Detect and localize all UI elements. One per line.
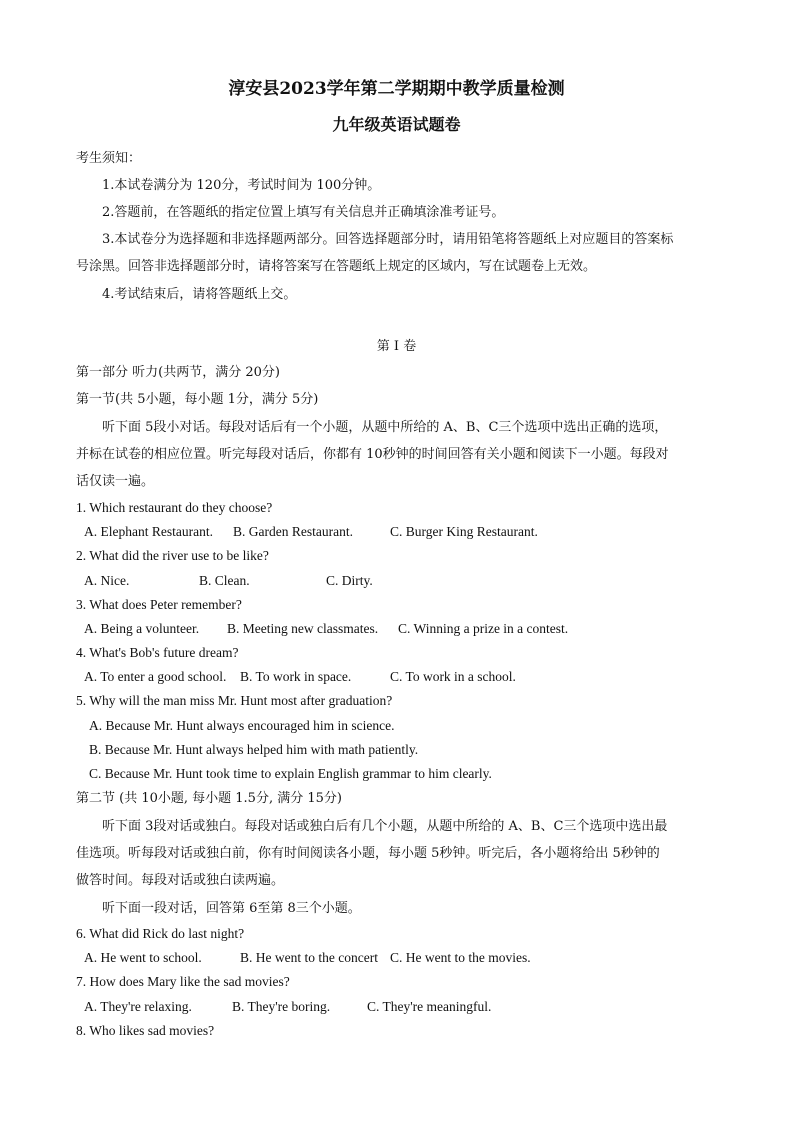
notice-item-1: 1.本试卷满分为 120分，考试时间为 100分钟。 [102,178,381,193]
q5-option-a: A. Because Mr. Hunt always encouraged him in science. [89,718,395,733]
q1-option-c: C. Burger King Restaurant. [390,524,538,539]
q4-option-a: A. To enter a good school. [84,669,227,684]
exam-subtitle: 九年级英语试题卷 [332,115,461,134]
notice-item-3-cont: 号涂黑。回答非选择题部分时，请将答案写在答题纸上规定的区域内，写在试题卷上无效。 [76,259,597,274]
q6-option-b: B. He went to the concert [240,950,378,965]
section2-heading: 第二节 (共 10小题, 每小题 1.5分, 满分 15分) [76,791,342,806]
notice-heading: 考生须知： [76,151,142,166]
section2-instruction-3: 做答时间。每段对话或独白读两遍。 [76,873,285,888]
question-2: 2. What did the river use to be like? [76,548,269,563]
q6-option-c: C. He went to the movies. [390,950,531,965]
question-4: 4. What's Bob's future dream? [76,645,239,660]
question-5: 5. Why will the man miss Mr. Hunt most after graduation? [76,693,393,708]
q1-option-b: B. Garden Restaurant. [233,524,353,539]
question-1: 1. Which restaurant do they choose? [76,500,273,515]
section1-instruction-3: 话仅读一遍。 [76,474,155,489]
q3-option-c: C. Winning a prize in a contest. [398,621,569,636]
question-3: 3. What does Peter remember? [76,597,242,612]
section1-instruction-2: 并标在试卷的相应位置。听完每段对话后，你都有 10秒钟的时间回答有关小题和阅读下一小题。每段对 [76,447,669,462]
q7-option-a: A. They're relaxing. [84,999,192,1014]
q2-option-c: C. Dirty. [326,573,373,588]
q2-option-b: B. Clean. [199,573,250,588]
notice-item-4: 4.考试结束后，请将答题纸上交。 [102,287,297,302]
section1-heading: 第一节(共 5小题，每小题 1分，满分 5分) [76,392,319,407]
q1-option-a: A. Elephant Restaurant. [84,524,213,539]
q5-option-b: B. Because Mr. Hunt always helped him with math patiently. [89,742,419,757]
notice-item-2: 2.答题前，在答题纸的指定位置上填写有关信息并正确填涂准考证号。 [102,205,505,220]
notice-item-3: 3.本试卷分为选择题和非选择题两部分。回答选择题部分时，请用铅笔将答题纸上对应题目的答案标 [102,232,674,247]
q4-option-c: C. To work in a school. [390,669,516,684]
question-8: 8. Who likes sad movies? [76,1023,215,1038]
part1-heading: 第一部分 听力(共两节，满分 20分) [76,365,280,380]
section2-instruction-2: 佳选项。听每段对话或独白前，你有时间阅读各小题，每小题 5秒钟。听完后，各小题将给出 5秒钟的 [76,846,660,861]
exam-title: 淳安县2023学年第二学期期中教学质量检测 [228,79,565,99]
q3-option-b: B. Meeting new classmates. [227,621,379,636]
q7-option-b: B. They're boring. [232,999,331,1014]
q7-option-c: C. They're meaningful. [367,999,492,1014]
q6-option-a: A. He went to school. [84,950,202,965]
section1-instruction-1: 听下面 5段小对话。每段对话后有一个小题，从题中所给的 A、B、C三个选项中选出正确的选项， [102,420,668,435]
question-6: 6. What did Rick do last night? [76,926,245,941]
q2-option-a: A. Nice. [84,573,130,588]
volume-heading: 第 Ⅰ 卷 [376,339,417,354]
q4-option-b: B. To work in space. [240,669,352,684]
section2-sub-instruction: 听下面一段对话，回答第 6至第 8三个小题。 [102,901,361,916]
q5-option-c: C. Because Mr. Hunt took time to explain English grammar to him clearly. [89,766,492,781]
q3-option-a: A. Being a volunteer. [84,621,200,636]
question-7: 7. How does Mary like the sad movies? [76,974,290,989]
section2-instruction-1: 听下面 3段对话或独白。每段对话或独白后有几个小题，从题中所给的 A、B、C三个选项中选出最 [102,819,668,834]
